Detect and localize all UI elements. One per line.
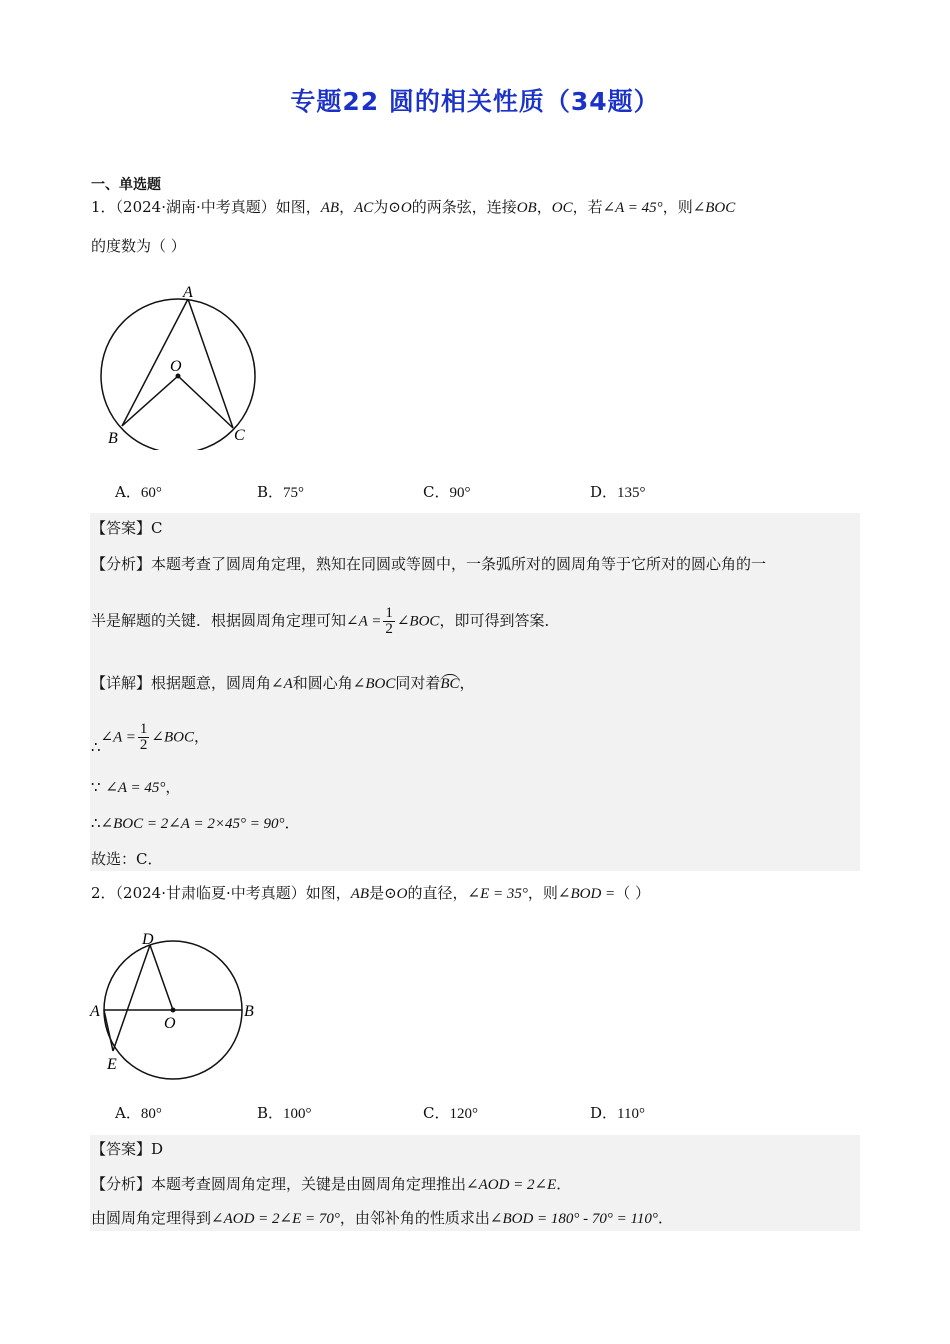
- segment-ob: [122, 376, 178, 426]
- answer-tag: 【答案】: [91, 519, 152, 537]
- analysis-2-line1: [91, 1173, 571, 1196]
- math-ob: OB: [516, 200, 537, 216]
- option-letter: C．: [423, 1104, 450, 1122]
- detail-text: 同对着: [395, 674, 441, 692]
- detail-1-choose: 故选：C．: [91, 850, 163, 868]
- analysis-text: ．: [556, 1175, 572, 1193]
- text: ，则: [527, 884, 558, 902]
- question-1-stem-line2: 的度数为（ ）: [91, 237, 186, 255]
- question-1-stem: [91, 196, 735, 219]
- option-a: [115, 481, 162, 502]
- text: ，若: [572, 198, 603, 216]
- math: ∠BOC: [352, 676, 396, 692]
- analysis-1-line1: [91, 553, 766, 575]
- detail-text: ．: [284, 814, 300, 832]
- option-c: [423, 1102, 478, 1123]
- question-source: （2024·湖南·中考真题）如图，: [115, 198, 321, 216]
- analysis-text: ．: [657, 1209, 673, 1227]
- fraction-half: [383, 606, 395, 637]
- option-letter: B．: [257, 1104, 284, 1122]
- math: ∠BOD = 180° - 70° = 110°: [489, 1211, 658, 1227]
- analysis-tag: 【分析】: [91, 1175, 152, 1193]
- analysis-text: 半是解题的关键．根据圆周角定理可知: [91, 611, 347, 630]
- label-e: E: [107, 1056, 117, 1073]
- option-letter: A．: [115, 1104, 141, 1122]
- answer-2: [91, 1138, 163, 1160]
- label-b: B: [108, 430, 118, 447]
- chord-de: [113, 945, 150, 1051]
- math: ∠A =: [346, 613, 382, 630]
- option-value: 90°: [449, 485, 471, 501]
- math-oc: OC: [551, 200, 573, 216]
- text: ，: [339, 198, 355, 216]
- math: ∠BOC: [151, 729, 194, 746]
- chord-ac: [188, 299, 233, 428]
- analysis-text: 本题考查了圆周角定理，熟知在同圆或等圆中，一条弧所对的圆周角等于它所对的圆心角的一: [151, 555, 767, 573]
- label-o: O: [170, 358, 182, 375]
- math-angle-boc: ∠BOC: [692, 200, 736, 216]
- answer-value: C: [151, 519, 163, 537]
- therefore-symbol: ∴: [91, 814, 101, 832]
- text: 为: [373, 198, 389, 216]
- detail-text: 根据题意，圆周角: [151, 674, 272, 692]
- math-ab: AB: [320, 200, 340, 216]
- detail-1-line4: [91, 812, 300, 835]
- option-value: 75°: [283, 485, 305, 501]
- answer-1: [91, 517, 163, 539]
- detail-text: ，: [165, 778, 181, 796]
- segment-do: [150, 945, 173, 1010]
- option-d: [590, 481, 646, 502]
- math: ∠A = 45°: [105, 780, 166, 796]
- option-letter: C．: [423, 483, 450, 501]
- label-c: C: [234, 427, 245, 444]
- math: ∠AOD = 2∠E = 70°: [211, 1211, 340, 1227]
- text: （ ）: [615, 884, 650, 902]
- label-b: B: [244, 1003, 254, 1020]
- center-point: [171, 1008, 176, 1013]
- math: ∠A =: [100, 729, 136, 746]
- math-angle-a: ∠A = 45°: [602, 200, 663, 216]
- section-heading: 一、单选题: [91, 177, 161, 193]
- frac-num: 1: [139, 721, 148, 737]
- frac-den: 2: [139, 737, 148, 753]
- detail-text: ，: [193, 727, 209, 746]
- option-b: [257, 481, 304, 502]
- option-a: [115, 1102, 162, 1123]
- analysis-text: 由圆周角定理得到: [91, 1209, 212, 1227]
- option-b: [257, 1102, 312, 1123]
- option-value: 100°: [283, 1106, 312, 1122]
- math: ∠BOC: [396, 613, 440, 630]
- detail-1-line2: [91, 721, 209, 756]
- detail-text: ，: [459, 674, 475, 692]
- because-symbol: ∵: [91, 778, 101, 796]
- page-title: 专题22 圆的相关性质（34题）: [290, 87, 660, 116]
- therefore-symbol: ∴: [91, 737, 101, 756]
- question-2-figure: [88, 926, 263, 1086]
- segment-oc: [178, 376, 233, 428]
- question-number: 2．: [91, 884, 116, 902]
- option-value: 60°: [140, 485, 162, 501]
- math-ac: AC: [354, 200, 374, 216]
- option-value: 110°: [617, 1106, 645, 1122]
- question-2-stem: [91, 882, 650, 905]
- label-o: O: [164, 1015, 176, 1032]
- analysis-text: ，由邻补角的性质求出: [339, 1209, 490, 1227]
- fraction-half: [138, 722, 150, 753]
- math-ab: AB: [350, 886, 370, 902]
- detail-1-line1: [91, 672, 475, 695]
- frac-num: 1: [385, 605, 393, 621]
- question-number: 1．: [91, 198, 116, 216]
- option-d: [590, 1102, 645, 1123]
- answer-value: D: [151, 1140, 164, 1158]
- chord-ae: [104, 1010, 113, 1051]
- detail-tag: 【详解】: [91, 674, 152, 692]
- math-angle-bod: ∠BOD =: [557, 886, 616, 902]
- math-circle-o: ⊙O: [388, 200, 412, 216]
- option-c: [423, 481, 470, 502]
- label-a: A: [90, 1003, 100, 1020]
- question-source: （2024·甘肃临夏·中考真题）如图，: [115, 884, 351, 902]
- analysis-tag: 【分析】: [91, 555, 152, 573]
- option-letter: D．: [590, 1104, 618, 1122]
- text: ，: [536, 198, 552, 216]
- analysis-text: 本题考查圆周角定理，关键是由圆周角定理推出: [151, 1175, 467, 1193]
- option-letter: D．: [590, 483, 618, 501]
- detail-text: 和圆心角: [292, 674, 353, 692]
- option-letter: B．: [257, 483, 284, 501]
- label-a: A: [183, 284, 193, 301]
- option-value: 135°: [617, 485, 646, 501]
- analysis-2-line2: [91, 1207, 673, 1230]
- text: 是: [369, 884, 385, 902]
- option-value: 80°: [140, 1106, 162, 1122]
- math-angle-e: ∠E = 35°: [467, 886, 528, 902]
- math: ∠BOC = 2∠A = 2×45° = 90°: [100, 816, 285, 832]
- question-1-figure: [92, 280, 267, 450]
- text: ，则: [662, 198, 693, 216]
- math-arc-bc: BC: [440, 676, 460, 692]
- math-circle-o: ⊙O: [384, 886, 408, 902]
- analysis-1-line2: [91, 606, 559, 637]
- label-d: D: [142, 931, 154, 948]
- frac-den: 2: [385, 621, 393, 637]
- option-letter: A．: [115, 483, 141, 501]
- answer-tag: 【答案】: [91, 1140, 152, 1158]
- math: ∠AOD = 2∠E: [466, 1177, 557, 1193]
- analysis-text: ，即可得到答案．: [439, 611, 560, 630]
- text: 的直径，: [407, 884, 468, 902]
- detail-1-line3: [91, 776, 180, 799]
- option-value: 120°: [449, 1106, 478, 1122]
- text: 的两条弦，连接: [411, 198, 517, 216]
- math: ∠A: [271, 676, 293, 692]
